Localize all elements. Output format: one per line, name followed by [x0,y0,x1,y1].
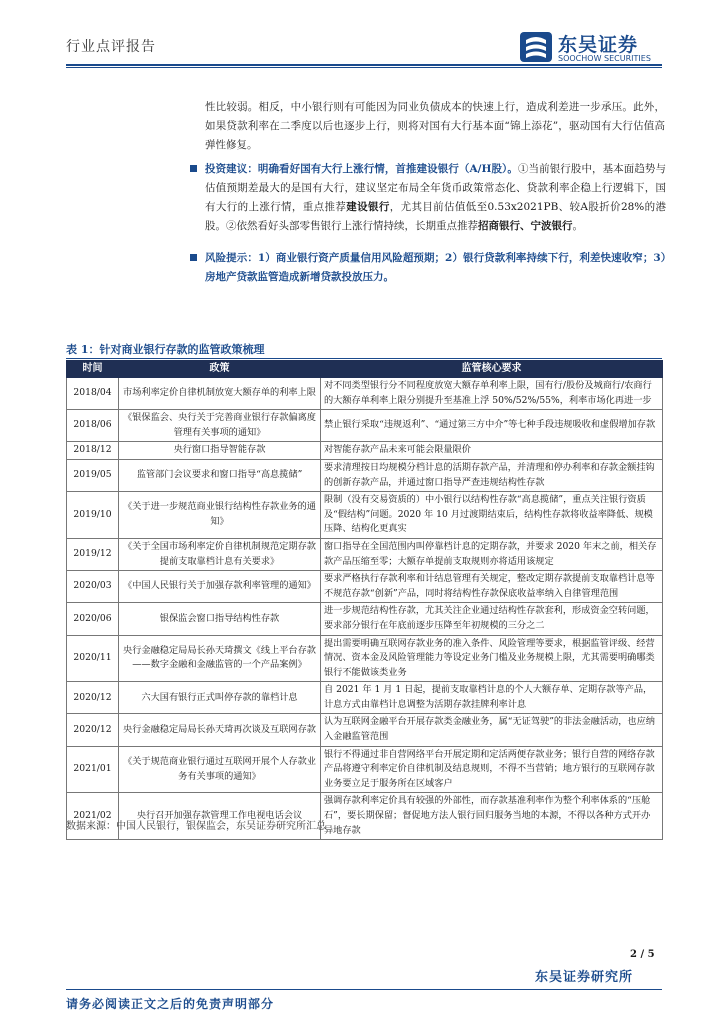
cell-policy: 央行金融稳定局局长孙天琦再次谈及互联网存款 [119,714,321,746]
intro-paragraph: 性比较弱。相反，中小银行则有可能因为同业负债成本的快速上行，造成利差进一步承压。此外，如果贷款利率在二季度以后也逐步上行，则将对国有大行基本面“锦上添花”，驱动国有大行估值高弹性修复。 [205,101,665,151]
cell-time: 2019/05 [67,459,119,491]
table-row [67,746,663,793]
cell-time: 2020/06 [67,603,119,635]
company-logo [520,30,670,66]
cell-requirement: 禁止银行采取“违规返利”、“通过第三方中介”等七种手段违规吸收和虚假增加存款 [321,410,663,442]
risk-label: 风险提示： [205,252,258,264]
table-row [67,459,663,491]
cell-policy: 央行金融稳定局局长孙天琦撰文《线上平台存款——数字金融和金融监管的一个产品案例》 [119,635,321,682]
cell-policy: 市场利率定价自律机制放宽大额存单的利率上限 [119,378,321,410]
cell-requirement: 自 2021 年 1 月 1 日起，提前支取靠档计息的个人大额存单、定期存款等产品，计息方式由靠档计息调整为活期存款挂牌利率计息 [321,682,663,714]
table-row [67,635,663,682]
logo-mark-icon [520,32,552,62]
investment-text-b: ，尤其目前估值低至0.53x2021PB、较A股折价28%的港股。②依然看好头部零售银行上涨行情持续，长期重点推荐 [205,201,667,232]
cell-time: 2018/04 [67,378,119,410]
investment-text-c: 。 [572,220,583,232]
bullet-square-icon [190,254,197,261]
logo-cn-text: 东吴证券 [558,34,639,56]
cell-policy: 《关于进一步规范商业银行结构性存款业务的通知》 [119,492,321,539]
cell-time: 2021/02 [67,793,119,840]
table-row [67,682,663,714]
investment-pick-b: 招商银行、宁波银行 [478,220,573,232]
cell-requirement: 限制（没有交易资质的）中小银行以结构性存款“高息揽储”，重点关注银行资质及“假结构”问题。2020 年 10 月过渡期结束后，结构性存款将收益率降低、规模压降、结构化更真实 [321,492,663,539]
cell-policy: 央行窗口指导智能存款 [119,442,321,460]
footer-disclaimer: 请务必阅读正文之后的免责声明部分 [66,997,275,1011]
table-row [67,538,663,570]
cell-policy: 《中国人民银行关于加强存款利率管理的通知》 [119,571,321,603]
cell-requirement: 认为互联网金融平台开展存款类金融业务，属“无证驾驶”的非法金融活动，也应纳入金融监管范围 [321,714,663,746]
cell-policy: 六大国有银行正式叫停存款的靠档计息 [119,682,321,714]
footer-divider [66,989,662,990]
cell-policy: 银保监会窗口指导结构性存款 [119,603,321,635]
cell-time: 2019/10 [67,492,119,539]
policy-table [66,360,663,840]
doc-type-label: 行业点评报告 [66,39,156,55]
logo-en-text: SOOCHOW SECURITIES [558,54,651,63]
cell-time: 2018/06 [67,410,119,442]
risk-warning [190,249,666,287]
bullet-square-icon [190,165,197,172]
cell-requirement: 银行不得通过非自营网络平台开展定期和定活两便存款业务；银行自营的网络存款产品将遵守利率定价自律机制及结息规则，不得不当营销；地方银行的互联网存款业务要立足于服务所在区域客户 [321,746,663,793]
cell-requirement: 提出需要明确互联网存款业务的准入条件、风险管理等要求，根据监管评级、经营情况、资本金及风险管理能力等设定业务门槛及业务规模上限，尤其需要明确哪类银行不能做该类业务 [321,635,663,682]
investment-pick-a: 建设银行 [346,201,390,213]
cell-time: 2020/03 [67,571,119,603]
table-row [67,492,663,539]
cell-requirement: 要求清理按日均规模分档计息的活期存款产品，并清理和停办利率和存款金额挂钩的创新存款产品，并通过窗口指导严查违规结构性存款 [321,459,663,491]
cell-time: 2018/12 [67,442,119,460]
cell-time: 2020/12 [67,714,119,746]
cell-policy: 《关于全国市场利率定价自律机制规范定期存款提前支取靠档计息有关要求》 [119,538,321,570]
investment-text-a: ①当前银行股中，基本面趋势与估值预期差最大的是国有大行，建议坚定布局全年货币政策常态化、贷款利率企稳上行逻辑下，国有大行的上涨行情，重点推荐 [205,163,667,213]
cell-requirement: 进一步规范结构性存款，尤其关注企业通过结构性存款套利，形成资金空转问题，要求部分银行在年底前逐步压降至年初规模的三分之二 [321,603,663,635]
table-row [67,603,663,635]
page-number: 2 / 5 [630,949,655,960]
table-row [67,378,663,410]
table-row [67,714,663,746]
cell-policy: 《关于规范商业银行通过互联网开展个人存款业务有关事项的通知》 [119,746,321,793]
cell-policy: 监管部门会议要求和窗口指导“高息揽储” [119,459,321,491]
risk-text: 1）商业银行资产质量信用风险超预期；2）银行贷款利率持续下行，利差快速收窄；3）房地产贷款监管造成新增贷款投放压力。 [205,252,667,283]
cell-requirement: 对不同类型银行分不同程度放宽大额存单利率上限，国有行/股份及城商行/农商行的大额存单利率上限分别提升至基准上浮 50%/52%/55%，利率市场化再进一步 [321,378,663,410]
cell-requirement: 要求严格执行存款利率和计结息管理有关规定，整改定期存款提前支取靠档计息等不规范存款“创新”产品，同时将结构性存款保底收益率纳入自律管理范围 [321,571,663,603]
cell-time: 2021/01 [67,746,119,793]
table-row [67,410,663,442]
header-requirement: 监管核心要求 [321,361,663,378]
caption-divider [66,358,662,359]
cell-policy: 央行召开加强存款管理工作电视电话会议 [119,793,321,840]
header-divider [66,64,662,66]
investment-advice [190,160,666,236]
investment-label: 投资建议：明确看好国有大行上涨行情，首推建设银行（A/H股）。 [205,163,518,175]
header-policy: 政策 [119,361,321,378]
table-row [67,442,663,460]
cell-requirement: 强调存款利率定价具有较强的外部性，而存款基准利率作为整个利率体系的“压舱石”，要长期保留；督促地方法人银行回归服务当地的本源，不得以各种方式开办异地存款 [321,793,663,840]
cell-requirement: 窗口指导在全国范围内叫停靠档计息的定期存款，并要求 2020 年末之前，相关存款产品压缩至零；大额存单提前支取规则亦将适用该规定 [321,538,663,570]
cell-time: 2020/12 [67,682,119,714]
header-divider-thin [66,67,662,68]
cell-time: 2019/12 [67,538,119,570]
table-caption: 表 1：针对商业银行存款的监管政策梳理 [66,343,265,356]
header-time: 时间 [67,361,119,378]
table-row [67,571,663,603]
cell-time: 2020/11 [67,635,119,682]
table-source-note: 数据来源：中国人民银行，银保监会，东吴证券研究所汇总 [66,821,326,832]
cell-policy: 《银保监会、央行关于完善商业银行存款偏离度管理有关事项的通知》 [119,410,321,442]
cell-requirement: 对智能存款产品未来可能会限量限价 [321,442,663,460]
table-header-row [67,361,663,378]
footer-org-name: 东吴证券研究所 [535,970,634,985]
